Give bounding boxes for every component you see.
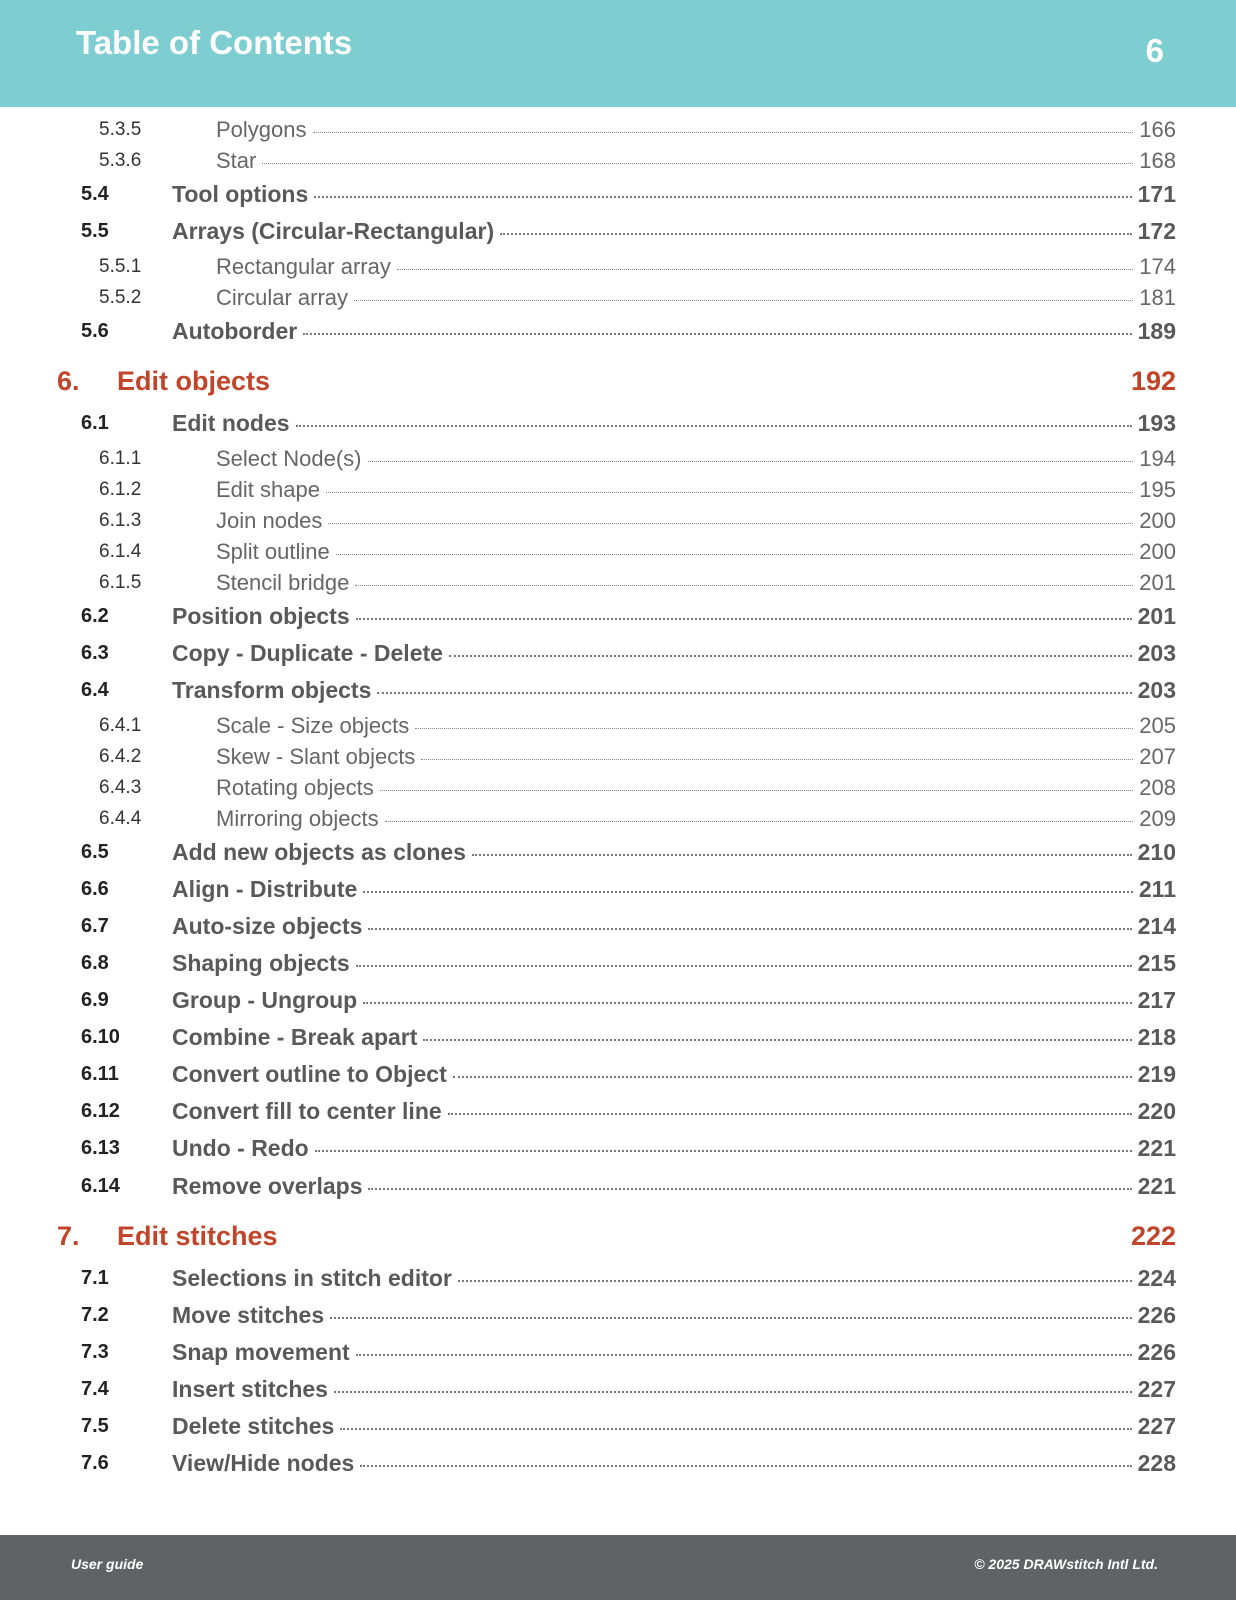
toc-entry[interactable] <box>0 410 1236 440</box>
dot-leader <box>448 1113 1132 1115</box>
toc-entry-line <box>172 1413 1176 1440</box>
toc-chapter-title: Edit stitches <box>117 1221 278 1251</box>
toc-entry-line <box>216 539 1176 565</box>
toc-entry[interactable] <box>0 1173 1236 1203</box>
dot-leader <box>421 759 1133 760</box>
dot-leader <box>368 461 1134 462</box>
toc-entry-number: 6.4.3 <box>99 777 142 798</box>
toc-page-number: 203 <box>1137 640 1176 666</box>
toc-entry[interactable] <box>0 1450 1236 1480</box>
toc-entry-title: Stencil bridge <box>216 570 350 595</box>
toc-page-number: 192 <box>1130 366 1176 396</box>
toc-entry-line <box>216 713 1176 739</box>
toc-entry[interactable] <box>0 1339 1236 1369</box>
toc-entry-title: Split outline <box>216 539 330 564</box>
dot-leader <box>340 1428 1131 1430</box>
toc-entry-title: Polygons <box>216 117 307 142</box>
toc-entry-number: 6.1.4 <box>99 541 142 562</box>
toc-page-number: 205 <box>1139 713 1176 738</box>
toc-entry[interactable] <box>0 1135 1236 1165</box>
toc-entry-title: Delete stitches <box>172 1413 335 1439</box>
toc-entry-line <box>216 446 1176 472</box>
toc-page-number: 193 <box>1137 410 1176 436</box>
page-title: Table of Contents <box>76 24 353 61</box>
toc-entry[interactable] <box>0 1302 1236 1332</box>
toc-entry[interactable] <box>0 446 1236 476</box>
toc-entry-title: Scale - Size objects <box>216 713 410 738</box>
dot-leader <box>368 1188 1131 1190</box>
toc-entry[interactable] <box>0 254 1236 284</box>
toc-page-number: 195 <box>1139 477 1176 502</box>
toc-entry-line <box>172 1302 1176 1329</box>
toc-chapter-title: Edit objects <box>117 366 271 396</box>
toc-entry-number: 6.12 <box>81 1100 120 1122</box>
dot-leader <box>356 965 1132 967</box>
dot-leader <box>458 1280 1132 1282</box>
toc-entry-number: 7.4 <box>81 1378 109 1400</box>
toc-entry[interactable] <box>0 1098 1236 1128</box>
toc-entry-line <box>216 508 1176 534</box>
toc-entry[interactable] <box>0 913 1236 943</box>
dot-leader <box>380 790 1134 791</box>
toc-entry-line <box>172 410 1176 437</box>
toc-entry[interactable] <box>0 640 1236 670</box>
toc-entry[interactable] <box>0 285 1236 315</box>
toc-page-number: 211 <box>1138 876 1176 902</box>
dot-leader <box>449 655 1132 657</box>
dot-leader <box>296 425 1132 427</box>
dot-leader <box>313 132 1134 133</box>
toc-entry-line <box>216 806 1176 832</box>
toc-entry-title: Autoborder <box>172 318 298 344</box>
dot-leader <box>363 891 1133 893</box>
toc-page-number: 228 <box>1137 1450 1176 1476</box>
toc-entry[interactable] <box>0 218 1236 248</box>
toc-entry-title: Mirroring objects <box>216 806 379 831</box>
page-footer <box>0 1535 1236 1600</box>
toc-entry-number: 6.7 <box>81 915 109 937</box>
toc-entry-title: Edit nodes <box>172 410 290 436</box>
toc-entry-title: Shaping objects <box>172 950 350 976</box>
footer-doc-name: User guide <box>71 1556 144 1572</box>
dot-leader <box>500 233 1132 235</box>
dot-leader <box>472 854 1132 856</box>
toc-page-number: 227 <box>1137 1376 1176 1402</box>
toc-entry-number: 6.11 <box>81 1063 119 1085</box>
toc-page-number: 208 <box>1139 775 1176 800</box>
toc-entry[interactable] <box>0 987 1236 1017</box>
toc-entry-number: 7. <box>57 1221 80 1251</box>
toc-page-number: 200 <box>1139 508 1176 533</box>
toc-chapter-entry[interactable] <box>0 366 1236 396</box>
toc-entry-line <box>216 285 1176 311</box>
toc-page-number: 209 <box>1139 806 1176 831</box>
page-header <box>0 0 1236 107</box>
toc-entry-line <box>216 775 1176 801</box>
toc-entry-title: Selections in stitch editor <box>172 1265 452 1291</box>
toc-entry-line <box>172 1173 1176 1200</box>
toc-page-number: 217 <box>1137 987 1176 1013</box>
toc-entry[interactable] <box>0 876 1236 906</box>
toc-entry[interactable] <box>0 1024 1236 1054</box>
dot-leader <box>363 1002 1131 1004</box>
toc-page-number: 226 <box>1137 1339 1176 1365</box>
toc-entry-title: Star <box>216 148 257 173</box>
toc-entry-line <box>172 987 1176 1014</box>
toc-page-number: 168 <box>1139 148 1176 173</box>
toc-entry[interactable] <box>0 508 1236 538</box>
toc-entry-line <box>172 181 1176 208</box>
toc-entry-line <box>172 1098 1176 1125</box>
toc-entry-title: Rectangular array <box>216 254 391 279</box>
chapter-number: 6 <box>1145 32 1164 69</box>
toc-entry-number: 6. <box>57 366 80 396</box>
toc-entry-number: 7.3 <box>81 1341 109 1363</box>
toc-page-number: 201 <box>1137 603 1176 629</box>
toc-entry-number: 7.5 <box>81 1415 109 1437</box>
dot-leader <box>356 618 1132 620</box>
toc-entry-line <box>172 1024 1176 1051</box>
toc-entry-number: 6.13 <box>81 1137 120 1159</box>
toc-entry[interactable] <box>0 1413 1236 1443</box>
toc-entry-title: Convert outline to Object <box>172 1061 447 1087</box>
toc-entry-line <box>216 254 1176 280</box>
toc-entry-title: Edit shape <box>216 477 320 502</box>
toc-entry-title: Remove overlaps <box>172 1173 363 1199</box>
toc-entry-number: 5.3.6 <box>99 150 142 171</box>
toc-page-number: 174 <box>1139 254 1176 279</box>
toc-page-number: 189 <box>1137 318 1176 344</box>
toc-entry-number: 6.8 <box>81 952 109 974</box>
toc-entry-line <box>216 148 1176 174</box>
dot-leader <box>328 523 1133 524</box>
toc-entry[interactable] <box>0 148 1236 178</box>
toc-entry-line <box>172 603 1176 630</box>
toc-entry-line <box>172 1061 1176 1088</box>
toc-entry-title: Arrays (Circular-Rectangular) <box>172 218 495 244</box>
toc-entry-number: 6.3 <box>81 642 109 664</box>
dot-leader <box>385 821 1134 822</box>
toc-chapter-entry[interactable] <box>0 1221 1236 1251</box>
toc-entry[interactable] <box>0 677 1236 707</box>
toc-entry-line <box>172 1339 1176 1366</box>
toc-entry-number: 6.10 <box>81 1026 120 1048</box>
toc-entry[interactable] <box>0 744 1236 774</box>
dot-leader <box>397 269 1133 270</box>
dot-leader <box>368 928 1131 930</box>
toc-entry[interactable] <box>0 318 1236 348</box>
toc-page-number: 166 <box>1139 117 1176 142</box>
toc-entry-line <box>172 1450 1176 1477</box>
toc-entry-line <box>172 318 1176 345</box>
toc-entry[interactable] <box>0 539 1236 569</box>
toc-entry-title: Position objects <box>172 603 350 629</box>
toc-entry-line <box>172 950 1176 977</box>
toc-page-number: 227 <box>1137 1413 1176 1439</box>
toc-entry[interactable] <box>0 775 1236 805</box>
toc-page-number: 222 <box>1130 1221 1176 1251</box>
dot-leader <box>326 492 1133 493</box>
footer-copyright: © 2025 DRAWstitch Intl Ltd. <box>974 1556 1158 1572</box>
toc-entry-number: 6.1 <box>81 412 109 434</box>
toc-entry-title: Rotating objects <box>216 775 374 800</box>
dot-leader <box>423 1039 1131 1041</box>
toc-entry-line <box>172 1376 1176 1403</box>
toc-page-number: 220 <box>1137 1098 1176 1124</box>
toc-entry-line <box>216 570 1176 596</box>
toc-entry-line <box>172 218 1176 245</box>
toc-entry-title: Snap movement <box>172 1339 350 1365</box>
toc-entry-title: Combine - Break apart <box>172 1024 418 1050</box>
toc-entry[interactable] <box>0 950 1236 980</box>
toc-entry-number: 6.1.2 <box>99 479 142 500</box>
toc-page-number: 221 <box>1137 1173 1176 1199</box>
toc-entry-title: Auto-size objects <box>172 913 363 939</box>
toc-entry-line <box>216 477 1176 503</box>
toc-page-number: 218 <box>1137 1024 1176 1050</box>
dot-leader <box>336 554 1134 555</box>
toc-entry[interactable] <box>0 839 1236 869</box>
dot-leader <box>334 1391 1132 1393</box>
toc-entry-number: 6.2 <box>81 605 109 627</box>
toc-entry-line <box>172 640 1176 667</box>
toc-page-number: 226 <box>1137 1302 1176 1328</box>
toc-entry-number: 7.2 <box>81 1304 109 1326</box>
toc-entry-number: 5.5 <box>81 220 109 242</box>
toc-entry-title: View/Hide nodes <box>172 1450 355 1476</box>
toc-entry-number: 7.6 <box>81 1452 109 1474</box>
dot-leader <box>453 1076 1132 1078</box>
toc-page-number: 203 <box>1137 677 1176 703</box>
toc-entry-line <box>172 913 1176 940</box>
toc-entry-line <box>172 839 1176 866</box>
toc-entry-number: 6.4.4 <box>99 808 142 829</box>
toc-page-number: 201 <box>1139 570 1176 595</box>
toc-entry[interactable] <box>0 1265 1236 1295</box>
toc-entry-title: Add new objects as clones <box>172 839 466 865</box>
toc-entry-line <box>172 1135 1176 1162</box>
toc-entry-number: 6.1.5 <box>99 572 142 593</box>
toc-entry-number: 7.1 <box>81 1267 109 1289</box>
toc-entry[interactable] <box>0 1376 1236 1406</box>
toc-page-number: 210 <box>1137 839 1176 865</box>
toc-page-number: 221 <box>1137 1135 1176 1161</box>
toc-entry-number: 6.14 <box>81 1175 120 1197</box>
toc-entry-number: 6.6 <box>81 878 109 900</box>
toc-entry-title: Skew - Slant objects <box>216 744 416 769</box>
toc-entry[interactable] <box>0 570 1236 600</box>
toc-entry-number: 5.4 <box>81 183 109 205</box>
toc-entry[interactable] <box>0 806 1236 836</box>
dot-leader <box>330 1317 1132 1319</box>
toc-page-number: 207 <box>1139 744 1176 769</box>
toc-page-number: 224 <box>1137 1265 1176 1291</box>
toc-entry-line <box>172 677 1176 704</box>
toc-entry-line <box>216 117 1176 143</box>
toc-page-number: 200 <box>1139 539 1176 564</box>
toc-entry-title: Group - Ungroup <box>172 987 358 1013</box>
toc-entry-title: Undo - Redo <box>172 1135 309 1161</box>
toc-page-number: 219 <box>1137 1061 1176 1087</box>
dot-leader <box>377 692 1131 694</box>
toc-entry-title: Insert stitches <box>172 1376 328 1402</box>
dot-leader <box>360 1465 1131 1467</box>
toc-page-number: 171 <box>1137 181 1176 207</box>
toc-entry-number: 5.3.5 <box>99 119 142 140</box>
dot-leader <box>354 300 1133 301</box>
toc-entry-number: 5.6 <box>81 320 109 342</box>
toc-entry-title: Copy - Duplicate - Delete <box>172 640 443 666</box>
toc-entry-number: 5.5.2 <box>99 287 142 308</box>
dot-leader <box>356 1354 1132 1356</box>
toc-entry-title: Align - Distribute <box>172 876 358 902</box>
toc-entry-title: Move stitches <box>172 1302 325 1328</box>
toc-page-number: 172 <box>1137 218 1176 244</box>
toc-entry-number: 5.5.1 <box>99 256 142 277</box>
dot-leader <box>415 728 1133 729</box>
toc-entry[interactable] <box>0 603 1236 633</box>
toc-page-number: 181 <box>1139 285 1176 310</box>
dot-leader <box>262 163 1133 164</box>
toc-page-number: 215 <box>1137 950 1176 976</box>
toc-entry[interactable] <box>0 181 1236 211</box>
toc-entry-number: 6.4.1 <box>99 715 142 736</box>
toc-entry-title: Select Node(s) <box>216 446 362 471</box>
toc-entry-title: Tool options <box>172 181 309 207</box>
toc-page-number: 194 <box>1139 446 1176 471</box>
toc-entry-title: Circular array <box>216 285 349 310</box>
toc-entry-line <box>216 744 1176 770</box>
toc-entry-number: 6.1.3 <box>99 510 142 531</box>
toc-entry-number: 6.9 <box>81 989 109 1011</box>
toc-entry-title: Join nodes <box>216 508 323 533</box>
toc-entry[interactable] <box>0 713 1236 743</box>
dot-leader <box>315 1150 1132 1152</box>
dot-leader <box>314 196 1131 198</box>
toc-entry-number: 6.4.2 <box>99 746 142 767</box>
toc-entry[interactable] <box>0 117 1236 147</box>
dot-leader <box>355 585 1133 586</box>
dot-leader <box>303 333 1131 335</box>
toc-entry[interactable] <box>0 477 1236 507</box>
toc-entry-number: 6.5 <box>81 841 109 863</box>
toc-entry-title: Transform objects <box>172 677 372 703</box>
toc-entry-line <box>172 1265 1176 1292</box>
toc-entry-line <box>172 876 1176 903</box>
toc-entry[interactable] <box>0 1061 1236 1091</box>
toc-page-number: 214 <box>1137 913 1176 939</box>
toc-entry-number: 6.4 <box>81 679 109 701</box>
toc-entry-number: 6.1.1 <box>99 448 142 469</box>
toc-entry-title: Convert fill to center line <box>172 1098 442 1124</box>
